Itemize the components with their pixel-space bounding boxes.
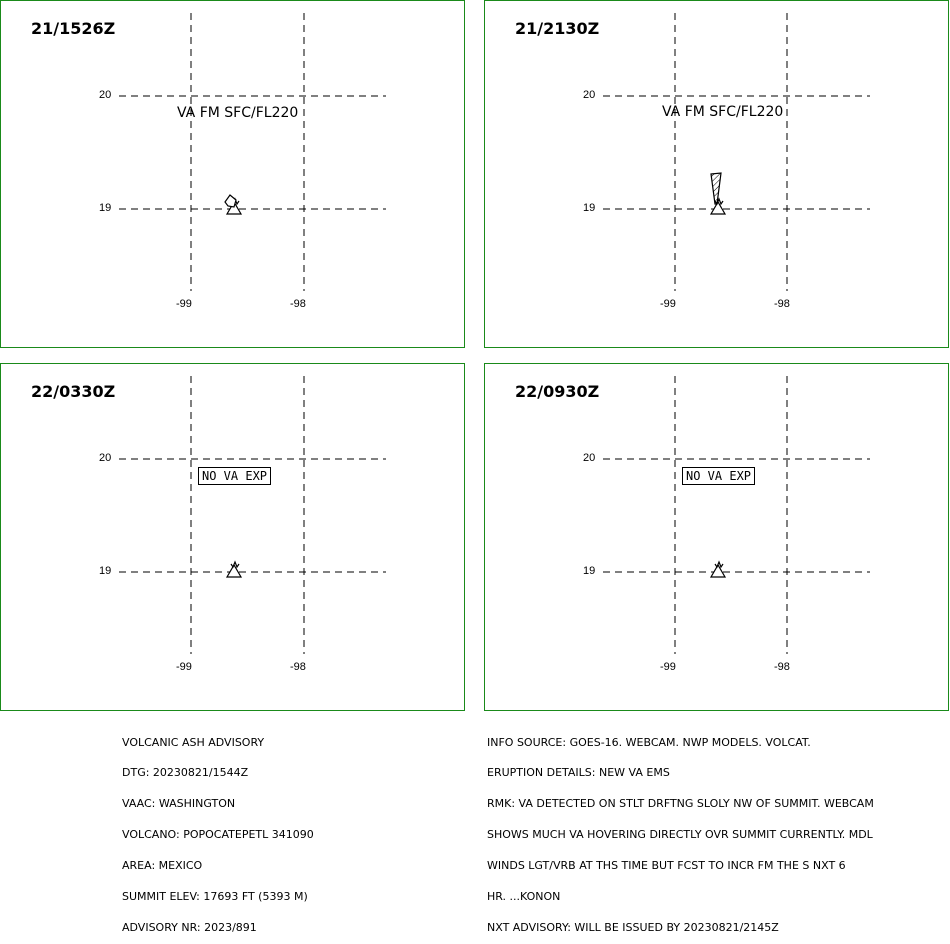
panel-time: 22/0330Z <box>31 382 116 401</box>
volcano-icon <box>711 199 725 214</box>
footer-line: SUMMIT ELEV: 17693 FT (5393 M) <box>122 890 308 904</box>
footer-line: HR. ...KONON <box>487 890 561 904</box>
map-panel-4 <box>484 363 949 711</box>
footer-line: SHOWS MUCH VA HOVERING DIRECTLY OVR SUMMIT CURRENTLY. MDL <box>487 828 873 842</box>
lat-label: 19 <box>99 565 112 577</box>
footer-line: ADVISORY NR: 2023/891 <box>122 920 257 934</box>
footer-line: RMK: VA DETECTED ON STLT DRFTNG SLOLY NW OF SUMMIT. WEBCAM <box>487 797 874 811</box>
lon-label: -98 <box>290 298 306 310</box>
footer-line: NXT ADVISORY: WILL BE ISSUED BY 20230821/2145Z <box>487 920 779 934</box>
lon-label: -98 <box>290 661 306 673</box>
lat-label: 19 <box>583 202 596 214</box>
lon-label: -99 <box>660 298 676 310</box>
no-va-exp-box: NO VA EXP <box>682 467 755 485</box>
footer-line: WINDS LGT/VRB AT THS TIME BUT FCST TO INCR FM THE S NXT 6 <box>487 859 846 873</box>
lon-label: -99 <box>176 661 192 673</box>
map-panel-1 <box>0 0 465 348</box>
panel-time: 21/2130Z <box>515 19 600 38</box>
lat-label: 20 <box>583 89 596 101</box>
footer-line: AREA: MEXICO <box>122 859 203 873</box>
footer-line: ERUPTION DETAILS: NEW VA EMS <box>487 766 670 780</box>
map-grid-2 <box>485 1 950 349</box>
ash-level-label: VA FM SFC/FL220 <box>662 104 784 120</box>
volcano-icon <box>227 562 241 577</box>
map-grid-4 <box>485 364 950 712</box>
panel-time: 22/0930Z <box>515 382 600 401</box>
panel-time: 21/1526Z <box>31 19 116 38</box>
map-grid-3 <box>1 364 466 712</box>
ash-level-label: VA FM SFC/FL220 <box>177 105 299 121</box>
advisory-header-block <box>122 717 314 944</box>
no-va-exp-box: NO VA EXP <box>198 467 271 485</box>
footer-line: VOLCANIC ASH ADVISORY <box>122 735 265 749</box>
lon-label: -98 <box>774 661 790 673</box>
map-grid-1 <box>1 1 466 349</box>
lon-label: -99 <box>660 661 676 673</box>
advisory-remarks-block <box>487 717 874 944</box>
lat-label: 20 <box>583 452 596 464</box>
lat-label: 19 <box>583 565 596 577</box>
map-panel-3 <box>0 363 465 711</box>
footer-line: VOLCANO: POPOCATEPETL 341090 <box>122 828 314 842</box>
ash-cloud-polygon <box>225 195 236 207</box>
map-panel-2 <box>484 0 949 348</box>
lon-label: -99 <box>176 298 192 310</box>
lat-label: 19 <box>99 202 112 214</box>
lon-label: -98 <box>774 298 790 310</box>
footer-line: VAAC: WASHINGTON <box>122 797 236 811</box>
lat-label: 20 <box>99 452 112 464</box>
volcano-icon <box>711 562 725 577</box>
footer-line: DTG: 20230821/1544Z <box>122 766 249 780</box>
footer-line: INFO SOURCE: GOES-16. WEBCAM. NWP MODELS. VOLCAT. <box>487 735 811 749</box>
lat-label: 20 <box>99 89 112 101</box>
